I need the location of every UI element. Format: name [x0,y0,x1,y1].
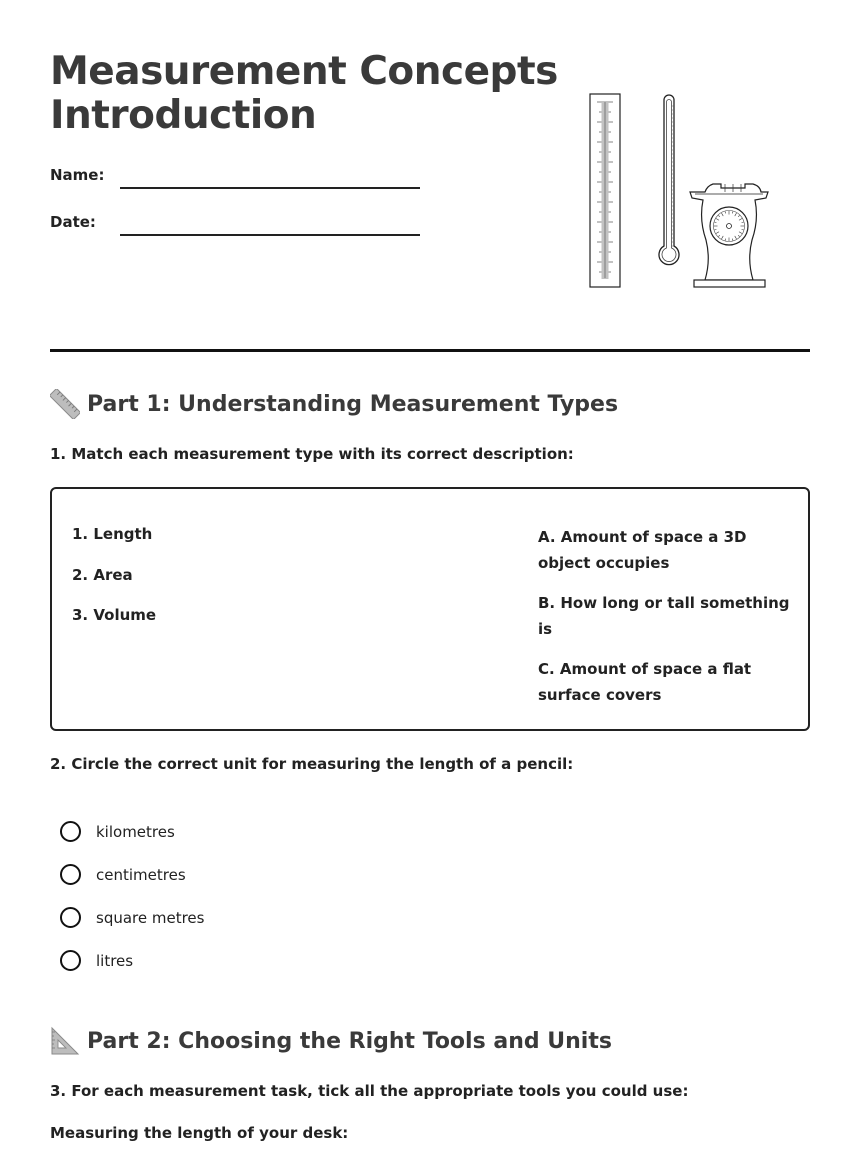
match-item-area[interactable]: 2. Area [72,565,133,584]
date-label: Date: [50,213,96,231]
matching-box [50,487,810,731]
page-title [50,50,558,138]
title-line-1: Measurement Concepts [50,49,558,94]
option-label: litres [96,951,134,970]
match-item-length[interactable]: 1. Length [72,525,153,543]
part1-heading-text: Part 1: Understanding Measurement Types [87,391,619,417]
radio-circle[interactable] [60,907,81,928]
radio-circle[interactable] [60,821,81,842]
part2-heading [50,1026,612,1056]
ruler-icon [50,389,80,419]
set-square-icon [50,1026,80,1056]
name-field[interactable] [120,187,420,189]
radio-circle[interactable] [60,950,81,971]
option-label: centimetres [96,865,186,884]
question-2-text: 2. Circle the correct unit for measuring the length of a pencil: [50,755,574,773]
question-1-text: 1. Match each measurement type with its correct description: [50,445,574,463]
part1-heading [50,389,618,419]
option-litres[interactable] [60,950,133,971]
option-label: square metres [96,908,205,927]
match-description-b[interactable]: B. How long or tall something is [538,594,790,638]
match-description-a[interactable]: A. Amount of space a 3D object occupies [538,528,747,572]
match-description-c[interactable]: C. Amount of space a flat surface covers [538,660,752,704]
header-divider [50,349,810,352]
match-item-volume[interactable]: 3. Volume [72,606,157,624]
thermometer-illustration [659,95,679,265]
description-list [538,525,798,723]
radio-circle[interactable] [60,864,81,885]
question-3-text: 3. For each measurement task, tick all the appropriate tools you could use: [50,1082,689,1100]
measuring-instruments-illustration [585,88,775,294]
question-3-subtask: Measuring the length of your desk: [50,1124,349,1142]
date-field[interactable] [120,234,420,236]
scale-illustration [690,184,768,287]
name-label: Name: [50,166,105,184]
ruler-illustration [590,94,620,287]
option-centimetres[interactable] [60,864,186,885]
option-square-metres[interactable] [60,907,204,928]
option-label: kilometres [96,822,175,841]
option-kilometres[interactable] [60,821,175,842]
title-line-2: Introduction [50,93,317,138]
measurement-type-list [72,525,156,647]
part2-heading-text: Part 2: Choosing the Right Tools and Units [87,1028,612,1054]
